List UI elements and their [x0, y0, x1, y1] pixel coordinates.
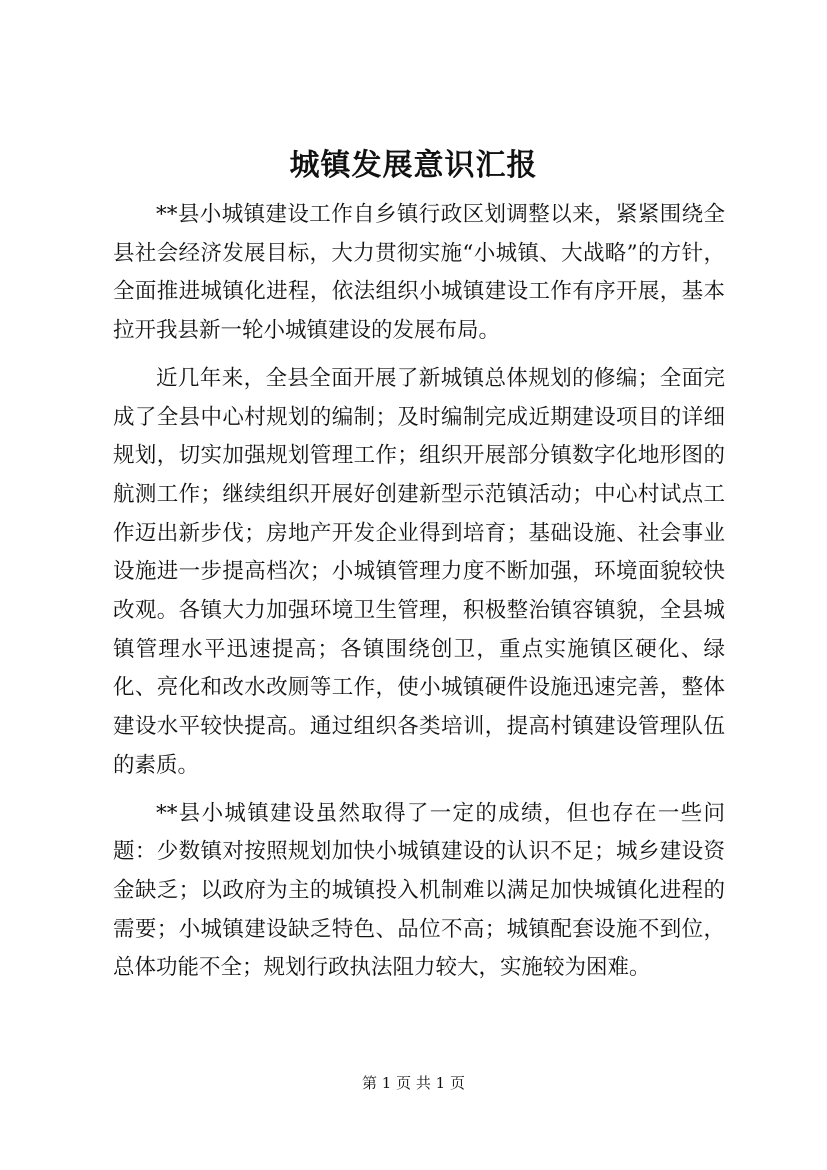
- paragraph-1: **县小城镇建设工作自乡镇行政区划调整以来，紧紧围绕全县社会经济发展目标，大力贯彻实施“小城镇、大战略”的方针，全面推进城镇化进程，依法组织小城镇建设工作有序开展，基本拉开我县新一轮小城镇建设的发展布局。: [113, 202, 725, 344]
- page-footer: 第 1 页 共 1 页: [362, 1074, 465, 1092]
- paragraph-2: 近几年来，全县全面开展了新城镇总体规划的修编；全面完成了全县中心村规划的编制；及时编制完成近期建设项目的详细规划，切实加强规划管理工作；组织开展部分镇数字化地形图的航测工作；继续组织开展好创建新型示范镇活动；中心村试点工作迈出新步伐；房地产开发企业得到培育；基础设施、社会事业设施进一步提高档次；小城镇管理力度不断加强，环境面貌较快改观。各镇大力加强环境卫生管理，积极整治镇容镇貌，全县城镇管理水平迅速提高；各镇围绕创卫，重点实施镇区硬化、绿化、亮化和改水改厕等工作，使小城镇硬件设施迅速完善，整体建设水平较快提高。通过组织各类培训，提高村镇建设管理队伍的素质。: [113, 365, 725, 778]
- document-title: 城镇发展意识汇报: [289, 148, 538, 183]
- document-body: [113, 196, 725, 997]
- paragraph-3: **县小城镇建设虽然取得了一定的成绩，但也存在一些问题：少数镇对按照规划加快小城镇建设的认识不足；城乡建设资金缺乏；以政府为主的城镇投入机制难以满足加快城镇化进程的需要；小城镇建设缺乏特色、品位不高；城镇配套设施不到位，总体功能不全；规划行政执法阻力较大，实施较为困难。: [113, 800, 725, 981]
